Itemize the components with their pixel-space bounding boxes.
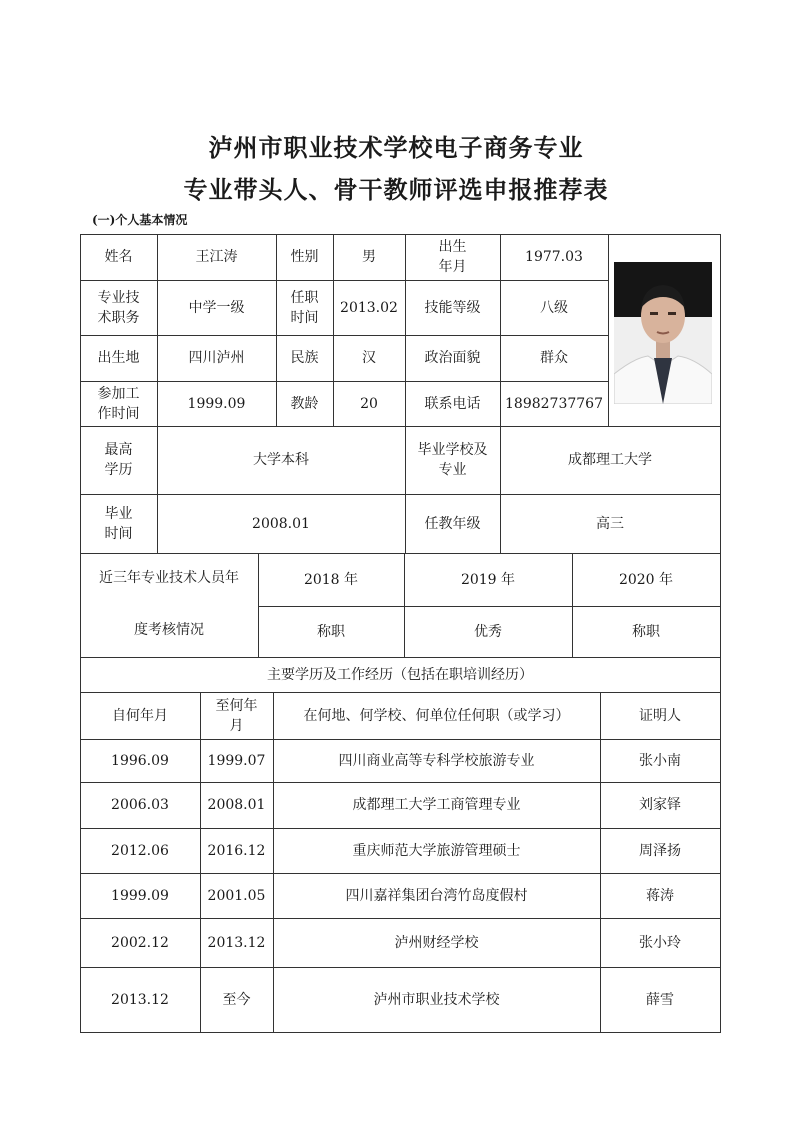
title-label: 专业技 术职务 <box>97 289 140 326</box>
gender-value: 男 <box>362 249 376 265</box>
assessment-label-line-2: 度考核情况 <box>134 622 204 638</box>
work-label: 参加工 作时间 <box>97 385 140 422</box>
skill-value: 八级 <box>540 299 568 316</box>
history-heading: 主要学历及工作经历（包括在职培训经历） <box>267 666 533 683</box>
history-to: 2001.05 <box>207 887 266 904</box>
history-from: 2013.12 <box>111 991 169 1008</box>
assessment-year: 2020 年 <box>618 571 674 588</box>
ethnic-value: 汉 <box>362 350 376 366</box>
section-label: (一)个人基本情况 <box>92 213 188 227</box>
birth-value: 1977.03 <box>525 249 583 265</box>
history-witness: 张小玲 <box>639 934 681 951</box>
school-value: 成都理工大学 <box>568 452 652 468</box>
portrait-photo <box>614 262 712 404</box>
edu-value: 大学本科 <box>253 452 309 468</box>
teach-label: 教龄 <box>290 395 319 412</box>
assessment-year: 2018 年 <box>303 571 359 588</box>
appoint-value: 2013.02 <box>340 299 398 316</box>
history-place: 成都理工大学工商管理专业 <box>352 797 521 813</box>
history-header-place: 在何地、何学校、何单位任何职（或学习） <box>303 707 570 724</box>
history-to: 1999.07 <box>207 752 266 769</box>
assessment-result: 优秀 <box>474 623 502 640</box>
political-value: 群众 <box>540 350 568 366</box>
history-place: 重庆师范大学旅游管理硕士 <box>352 842 521 859</box>
assessment-result: 称职 <box>632 623 660 640</box>
grad-value: 2008.01 <box>252 515 310 532</box>
birthplace-value: 四川泸州 <box>188 350 245 366</box>
name-value: 王江涛 <box>195 249 238 265</box>
history-from: 2012.06 <box>111 842 169 859</box>
phone-value: 18982737767 <box>505 395 603 412</box>
gender-label: 性别 <box>290 249 319 265</box>
assessment-year: 2019 年 <box>460 571 516 588</box>
phone-label: 联系电话 <box>424 395 481 412</box>
history-header-from: 自何年月 <box>112 707 168 724</box>
history-header-witness: 证明人 <box>639 707 681 724</box>
teach-value: 20 <box>360 395 378 412</box>
assessment-label-line-1: 近三年专业技术人员年 <box>99 570 239 586</box>
ethnic-label: 民族 <box>290 350 319 366</box>
skill-label: 技能等级 <box>424 299 481 316</box>
history-from: 1999.09 <box>111 887 169 904</box>
history-to: 至今 <box>222 991 251 1008</box>
history-from: 2002.12 <box>111 934 169 951</box>
history-place: 四川嘉祥集团台湾竹岛度假村 <box>345 887 528 904</box>
edu-label: 最高 学历 <box>104 442 133 478</box>
grad-label: 毕业 时间 <box>104 505 133 542</box>
history-to: 2008.01 <box>207 797 266 813</box>
name-label: 姓名 <box>104 249 133 265</box>
title-value: 中学一级 <box>188 299 245 316</box>
title-line-2: 专业带头人、骨干教师评选申报推荐表 <box>183 175 609 204</box>
history-witness: 刘家铎 <box>639 797 681 813</box>
political-label: 政治面貌 <box>424 350 481 366</box>
history-witness: 薛雪 <box>646 991 674 1008</box>
history-witness: 张小南 <box>639 752 681 769</box>
grade-label: 任教年级 <box>424 515 481 532</box>
history-to: 2016.12 <box>207 842 266 859</box>
history-from: 2006.03 <box>111 797 169 813</box>
history-header-to: 至何年 月 <box>215 697 258 734</box>
birthplace-label: 出生地 <box>97 350 140 366</box>
history-witness: 周泽扬 <box>639 842 681 859</box>
school-label: 毕业学校及 专业 <box>417 442 488 478</box>
title-line-1: 泸州市职业技术学校电子商务专业 <box>208 133 584 162</box>
grade-value: 高三 <box>596 515 624 532</box>
history-place: 泸州财经学校 <box>394 934 479 951</box>
birth-label: 出生 年月 <box>438 239 467 275</box>
assessment-result: 称职 <box>317 623 345 640</box>
appoint-label: 任职 时间 <box>290 289 319 326</box>
history-to: 2013.12 <box>207 934 266 951</box>
history-witness: 蒋涛 <box>646 887 674 904</box>
history-place: 泸州市职业技术学校 <box>373 991 500 1008</box>
work-value: 1999.09 <box>187 395 246 412</box>
history-from: 1996.09 <box>111 752 169 769</box>
history-place: 四川商业高等专科学校旅游专业 <box>338 752 535 769</box>
